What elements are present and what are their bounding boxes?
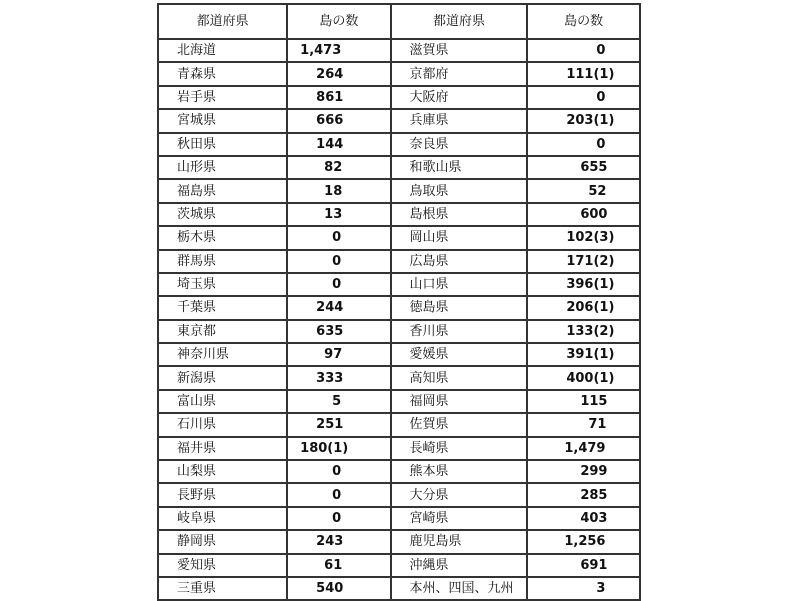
island-count-left-cell: 61 bbox=[287, 554, 390, 577]
island-count-right-cell: 655 bbox=[527, 156, 640, 179]
island-count-left-cell: 97 bbox=[287, 343, 390, 366]
island-count-left-cell: 82 bbox=[287, 156, 390, 179]
table-body bbox=[158, 39, 640, 600]
table-row bbox=[158, 39, 640, 62]
island-count-right-cell: 0 bbox=[527, 39, 640, 62]
island-count-left-cell: 635 bbox=[287, 320, 390, 343]
prefecture-right-cell: 鳥取県 bbox=[391, 179, 528, 202]
prefecture-right-cell: 徳島県 bbox=[391, 296, 528, 319]
island-count-right-cell: 3 bbox=[527, 577, 640, 600]
table-row bbox=[158, 273, 640, 296]
island-count-right-cell: 71 bbox=[527, 413, 640, 436]
prefecture-right-cell: 高知県 bbox=[391, 366, 528, 389]
prefecture-right-cell: 岡山県 bbox=[391, 226, 528, 249]
prefecture-left-cell: 愛知県 bbox=[158, 554, 287, 577]
island-count-right-cell: 299 bbox=[527, 460, 640, 483]
island-count-left-cell: 0 bbox=[287, 226, 390, 249]
island-count-right-cell: 111(1) bbox=[527, 62, 640, 85]
prefecture-right-cell: 大阪府 bbox=[391, 86, 528, 109]
island-count-left-cell: 180(1) bbox=[287, 437, 390, 460]
table-row bbox=[158, 296, 640, 319]
header-row bbox=[158, 4, 640, 39]
prefecture-left-cell: 福島県 bbox=[158, 179, 287, 202]
prefecture-right-cell: 熊本県 bbox=[391, 460, 528, 483]
table-row bbox=[158, 460, 640, 483]
header-prefecture-right: 都道府県 bbox=[391, 4, 528, 39]
island-count-right-cell: 403 bbox=[527, 507, 640, 530]
island-count-left-cell: 540 bbox=[287, 577, 390, 600]
island-count-left-cell: 18 bbox=[287, 179, 390, 202]
island-count-right-cell: 691 bbox=[527, 554, 640, 577]
island-count-right-cell: 396(1) bbox=[527, 273, 640, 296]
island-count-right-cell: 203(1) bbox=[527, 109, 640, 132]
island-count-left-cell: 0 bbox=[287, 273, 390, 296]
prefecture-left-cell: 山形県 bbox=[158, 156, 287, 179]
prefecture-right-cell: 滋賀県 bbox=[391, 39, 528, 62]
table-row bbox=[158, 156, 640, 179]
header-island-count-right: 島の数 bbox=[527, 4, 640, 39]
island-count-right-cell: 206(1) bbox=[527, 296, 640, 319]
table-row bbox=[158, 320, 640, 343]
island-count-left-cell: 333 bbox=[287, 366, 390, 389]
prefecture-right-cell: 佐賀県 bbox=[391, 413, 528, 436]
prefecture-right-cell: 山口県 bbox=[391, 273, 528, 296]
table-row bbox=[158, 62, 640, 85]
table-row bbox=[158, 507, 640, 530]
island-count-right-cell: 115 bbox=[527, 390, 640, 413]
header-prefecture-left: 都道府県 bbox=[158, 4, 287, 39]
prefecture-right-cell: 香川県 bbox=[391, 320, 528, 343]
island-count-left-cell: 144 bbox=[287, 133, 390, 156]
prefecture-right-cell: 長崎県 bbox=[391, 437, 528, 460]
prefecture-right-cell: 愛媛県 bbox=[391, 343, 528, 366]
prefecture-left-cell: 茨城県 bbox=[158, 203, 287, 226]
table-row bbox=[158, 86, 640, 109]
prefecture-right-cell: 広島県 bbox=[391, 250, 528, 273]
island-count-left-cell: 666 bbox=[287, 109, 390, 132]
island-count-left-cell: 251 bbox=[287, 413, 390, 436]
prefecture-left-cell: 東京都 bbox=[158, 320, 287, 343]
island-count-table bbox=[157, 3, 641, 601]
table-row bbox=[158, 179, 640, 202]
prefecture-right-cell: 本州、四国、九州 bbox=[391, 577, 528, 600]
prefecture-right-cell: 沖縄県 bbox=[391, 554, 528, 577]
table-row bbox=[158, 203, 640, 226]
island-count-right-cell: 171(2) bbox=[527, 250, 640, 273]
prefecture-left-cell: 長野県 bbox=[158, 483, 287, 506]
prefecture-left-cell: 岐阜県 bbox=[158, 507, 287, 530]
island-count-right-cell: 1,479 bbox=[527, 437, 640, 460]
prefecture-left-cell: 岩手県 bbox=[158, 86, 287, 109]
prefecture-right-cell: 奈良県 bbox=[391, 133, 528, 156]
prefecture-left-cell: 青森県 bbox=[158, 62, 287, 85]
table-row bbox=[158, 226, 640, 249]
prefecture-left-cell: 三重県 bbox=[158, 577, 287, 600]
prefecture-right-cell: 和歌山県 bbox=[391, 156, 528, 179]
table-row bbox=[158, 554, 640, 577]
island-count-right-cell: 102(3) bbox=[527, 226, 640, 249]
table-row bbox=[158, 366, 640, 389]
island-count-right-cell: 133(2) bbox=[527, 320, 640, 343]
prefecture-left-cell: 栃木県 bbox=[158, 226, 287, 249]
prefecture-left-cell: 群馬県 bbox=[158, 250, 287, 273]
prefecture-right-cell: 宮崎県 bbox=[391, 507, 528, 530]
island-count-left-cell: 244 bbox=[287, 296, 390, 319]
table-row bbox=[158, 343, 640, 366]
prefecture-left-cell: 静岡県 bbox=[158, 530, 287, 553]
table-row bbox=[158, 437, 640, 460]
prefecture-left-cell: 福井県 bbox=[158, 437, 287, 460]
island-count-left-cell: 13 bbox=[287, 203, 390, 226]
island-count-right-cell: 0 bbox=[527, 133, 640, 156]
prefecture-left-cell: 山梨県 bbox=[158, 460, 287, 483]
prefecture-left-cell: 新潟県 bbox=[158, 366, 287, 389]
island-count-right-cell: 0 bbox=[527, 86, 640, 109]
table-row bbox=[158, 483, 640, 506]
island-count-right-cell: 400(1) bbox=[527, 366, 640, 389]
island-count-left-cell: 0 bbox=[287, 250, 390, 273]
prefecture-right-cell: 福岡県 bbox=[391, 390, 528, 413]
prefecture-right-cell: 鹿児島県 bbox=[391, 530, 528, 553]
table-row bbox=[158, 413, 640, 436]
island-count-left-cell: 0 bbox=[287, 507, 390, 530]
island-count-left-cell: 861 bbox=[287, 86, 390, 109]
prefecture-right-cell: 島根県 bbox=[391, 203, 528, 226]
table-row bbox=[158, 390, 640, 413]
island-count-right-cell: 1,256 bbox=[527, 530, 640, 553]
island-count-left-cell: 0 bbox=[287, 483, 390, 506]
island-count-right-cell: 52 bbox=[527, 179, 640, 202]
prefecture-left-cell: 秋田県 bbox=[158, 133, 287, 156]
prefecture-left-cell: 富山県 bbox=[158, 390, 287, 413]
prefecture-left-cell: 北海道 bbox=[158, 39, 287, 62]
island-count-left-cell: 243 bbox=[287, 530, 390, 553]
prefecture-right-cell: 大分県 bbox=[391, 483, 528, 506]
prefecture-left-cell: 埼玉県 bbox=[158, 273, 287, 296]
island-count-left-cell: 264 bbox=[287, 62, 390, 85]
table-row bbox=[158, 250, 640, 273]
table-row bbox=[158, 530, 640, 553]
table-row bbox=[158, 109, 640, 132]
header-island-count-left: 島の数 bbox=[287, 4, 390, 39]
island-count-left-cell: 1,473 bbox=[287, 39, 390, 62]
table-row bbox=[158, 577, 640, 600]
island-count-right-cell: 391(1) bbox=[527, 343, 640, 366]
prefecture-left-cell: 宮城県 bbox=[158, 109, 287, 132]
prefecture-right-cell: 京都府 bbox=[391, 62, 528, 85]
island-count-right-cell: 285 bbox=[527, 483, 640, 506]
island-count-left-cell: 5 bbox=[287, 390, 390, 413]
prefecture-left-cell: 神奈川県 bbox=[158, 343, 287, 366]
island-count-left-cell: 0 bbox=[287, 460, 390, 483]
prefecture-right-cell: 兵庫県 bbox=[391, 109, 528, 132]
table-row bbox=[158, 133, 640, 156]
prefecture-left-cell: 石川県 bbox=[158, 413, 287, 436]
prefecture-left-cell: 千葉県 bbox=[158, 296, 287, 319]
island-count-right-cell: 600 bbox=[527, 203, 640, 226]
